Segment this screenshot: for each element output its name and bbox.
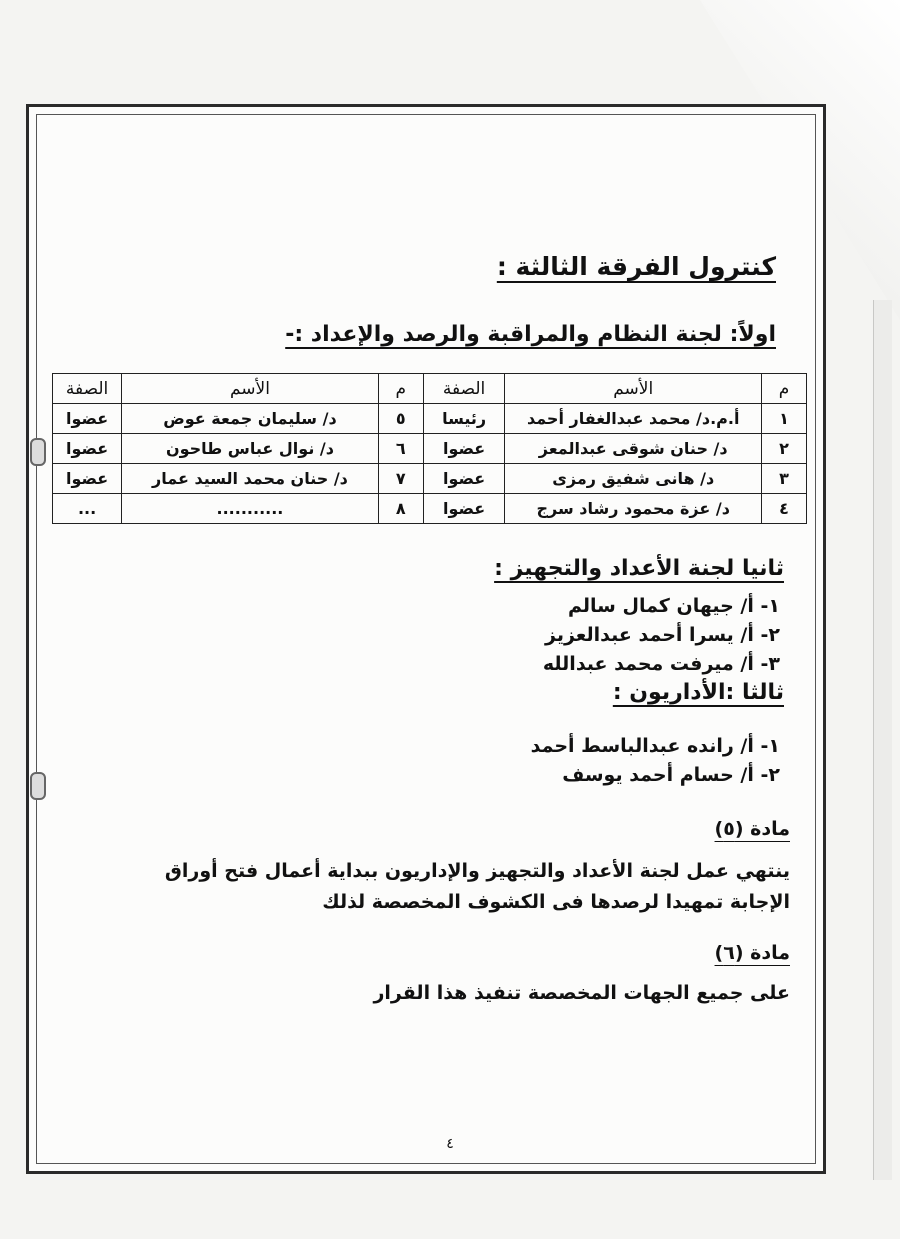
list-item: ٢- أ/ يسرا أحمد عبدالعزيز	[545, 624, 780, 646]
list-item: ٣- أ/ ميرفت محمد عبدالله	[542, 653, 780, 675]
cell-name: د/ سليمان جمعة عوض	[122, 404, 379, 434]
cell-name: د/ نوال عباس طاحون	[122, 434, 379, 464]
section-2-heading: ثانيا لجنة الأعداد والتجهيز :	[494, 556, 784, 581]
column-header-role: الصفة	[423, 374, 505, 404]
list-item: ٢- أ/ حسام أحمد يوسف	[562, 764, 780, 786]
cell-name: د/ عزة محمود رشاد سرج	[505, 494, 762, 524]
binder-ring-top	[30, 438, 46, 466]
article-6-heading: مادة (٦)	[714, 942, 790, 964]
article-5-text: ينتهي عمل لجنة الأعداد والتجهيز والإداريون ببداية أعمال فتح أوراق الإجابة تمهيدا لرصدها فى الكشوف المخصصة لذلك	[164, 860, 790, 913]
article-5-heading: مادة (٥)	[714, 818, 790, 840]
column-header-role: الصفة	[53, 374, 122, 404]
cell-role: عضوا	[53, 404, 122, 434]
cell-name: د/ حنان محمد السيد عمار	[122, 464, 379, 494]
column-header-number: م	[378, 374, 423, 404]
article-6-text: على جميع الجهات المخصصة تنفيذ هذا القرار	[373, 982, 790, 1004]
cell-role: رئيسا	[423, 404, 505, 434]
committee-table	[52, 373, 807, 524]
cell-name: ...........	[122, 494, 379, 524]
underlying-sheet-edge	[873, 300, 892, 1180]
cell-number: ٢	[761, 434, 806, 464]
document-title: كنترول الفرقة الثالثة :	[496, 252, 776, 281]
table-row	[53, 434, 807, 464]
column-header-name: الأسم	[505, 374, 762, 404]
page-number: ٤	[446, 1136, 454, 1152]
cell-name: د/ حنان شوقى عبدالمعز	[505, 434, 762, 464]
section-1-heading: اولاً: لجنة النظام والمراقبة والرصد والإعداد :-	[285, 322, 776, 347]
cell-number: ٤	[761, 494, 806, 524]
cell-role: عضوا	[423, 464, 505, 494]
cell-role: عضوا	[53, 464, 122, 494]
cell-number: ٧	[378, 464, 423, 494]
cell-number: ٣	[761, 464, 806, 494]
column-header-name: الأسم	[122, 374, 379, 404]
column-header-number: م	[761, 374, 806, 404]
cell-name: د/ هانى شفيق رمزى	[505, 464, 762, 494]
cell-role: ...	[53, 494, 122, 524]
cell-role: عضوا	[423, 434, 505, 464]
table-row	[53, 494, 807, 524]
cell-number: ١	[761, 404, 806, 434]
cell-number: ٥	[378, 404, 423, 434]
cell-number: ٦	[378, 434, 423, 464]
section-2-list	[543, 592, 780, 679]
cell-name: أ.م.د/ محمد عبدالغفار أحمد	[505, 404, 762, 434]
table-row	[53, 464, 807, 494]
section-3-list	[531, 732, 780, 790]
list-item: ١- أ/ جيهان كمال سالم	[567, 595, 780, 617]
table-row	[53, 404, 807, 434]
cell-role: عضوا	[53, 434, 122, 464]
section-3-heading: ثالثا :الأداريون :	[612, 680, 784, 705]
cell-number: ٨	[378, 494, 423, 524]
table-header-row	[53, 374, 807, 404]
list-item: ١- أ/ رانده عبدالباسط أحمد	[530, 735, 780, 757]
cell-role: عضوا	[423, 494, 505, 524]
binder-ring-bottom	[30, 772, 46, 800]
